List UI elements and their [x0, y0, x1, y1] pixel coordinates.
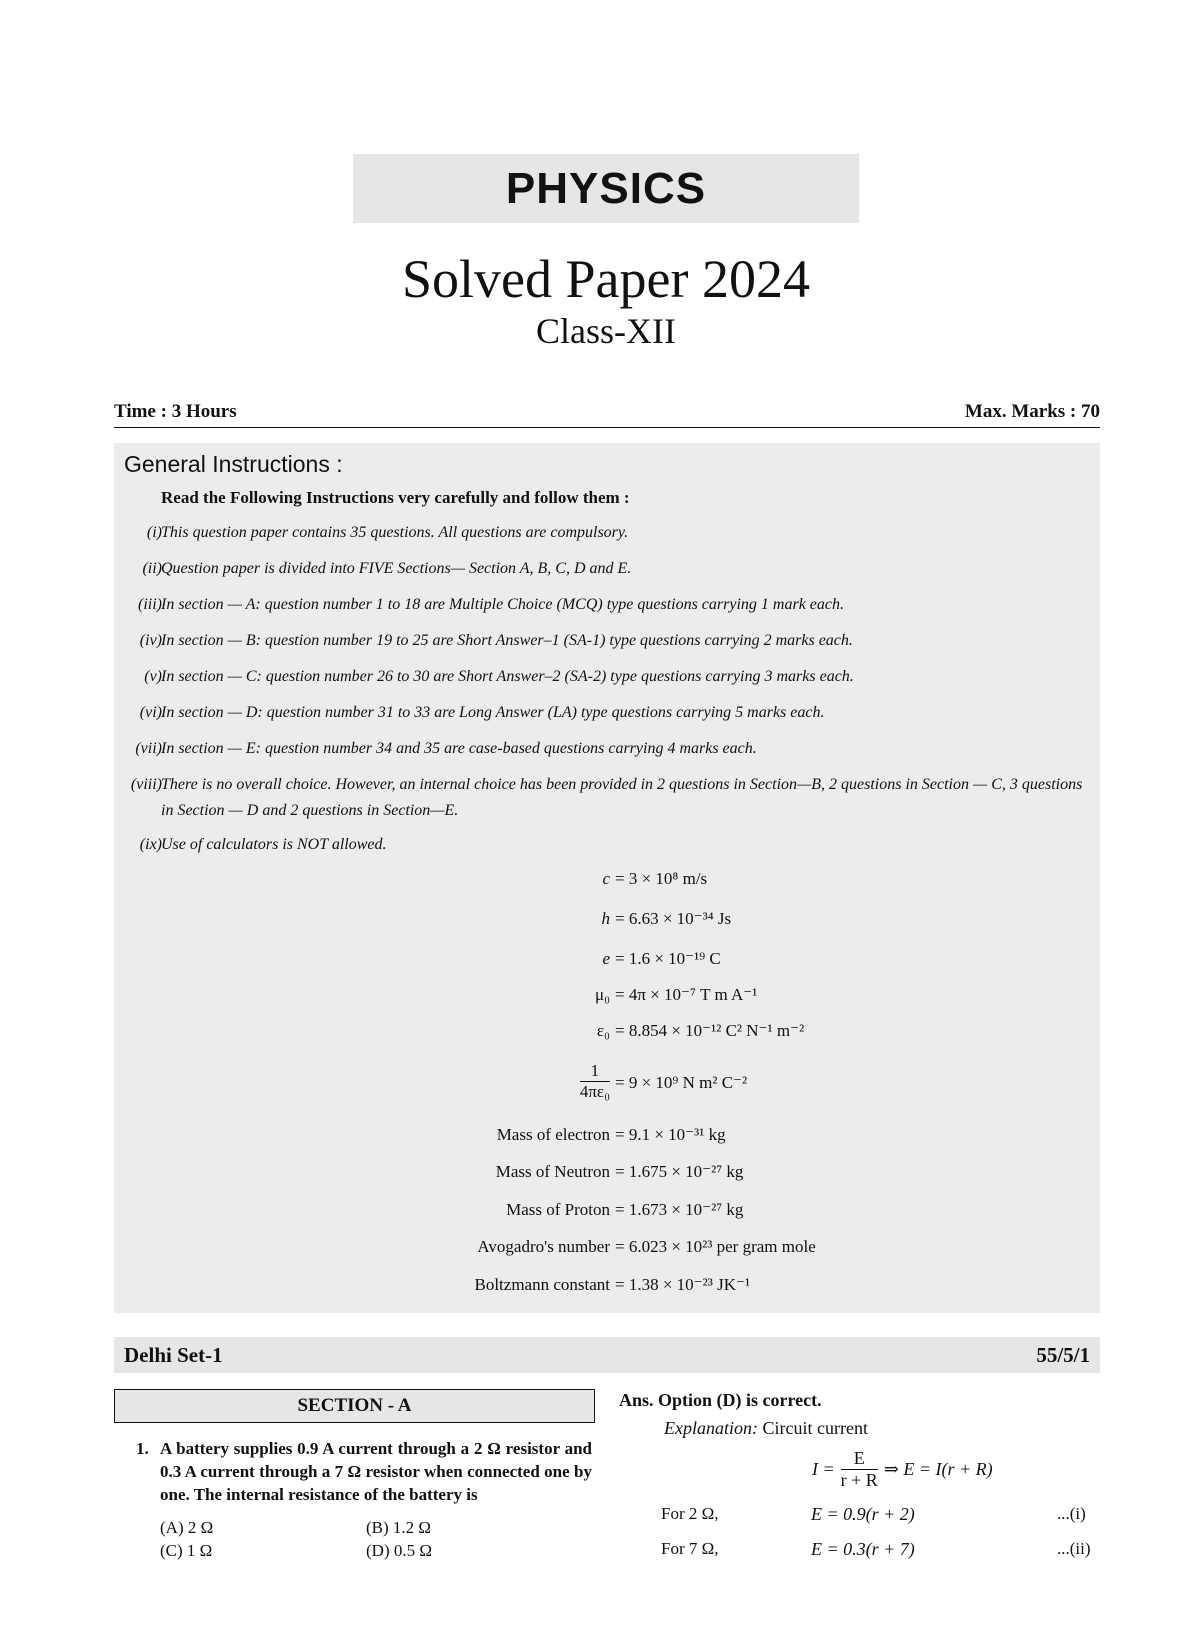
paper-title: Solved Paper 2024: [402, 249, 810, 309]
constant-row: [114, 985, 1100, 1015]
question-number: 1.: [136, 1439, 149, 1458]
time-label: Time : 3 Hours: [114, 401, 237, 422]
constant-value: = 6.023 × 10²³ per gram mole: [615, 1237, 816, 1256]
constant-row: [114, 949, 1100, 979]
instruction-text: Use of calculators is NOT allowed.: [161, 836, 387, 853]
row-equation: E = 0.3(r + 7): [811, 1539, 915, 1559]
constant-row: [114, 909, 1100, 939]
row-tag: ...(i): [1057, 1504, 1086, 1523]
constant-row: [114, 1125, 1100, 1155]
constant-value: = 1.6 × 10⁻¹⁹ C: [615, 949, 721, 968]
instruction-num: (ii): [142, 560, 162, 577]
option-b: (B) 1.2 Ω: [366, 1518, 432, 1537]
instruction-text: In section — A: question number 1 to 18 are Multiple Choice (MCQ) type questions carrying 1 mark each.: [161, 596, 844, 613]
explanation-text: Circuit current: [757, 1418, 868, 1438]
current-equation: [812, 1448, 993, 1491]
option-d: (D) 0.5 Ω: [366, 1541, 432, 1560]
instructions-heading: General Instructions :: [124, 451, 343, 477]
constant-symbol: μ₀: [594, 985, 610, 1004]
constant-label: Boltzmann constant: [474, 1275, 610, 1294]
row-equation: E = 0.9(r + 2): [811, 1504, 915, 1524]
constant-value: = 6.63 × 10⁻³⁴ Js: [615, 909, 732, 928]
subject-banner: PHYSICS: [353, 154, 859, 223]
option-c: (C) 1 Ω: [160, 1541, 213, 1560]
row-tag: ...(ii): [1057, 1539, 1091, 1558]
instruction-text: Question paper is divided into FIVE Sections— Section A, B, C, D and E.: [161, 560, 632, 577]
equation-lhs: I =: [812, 1459, 835, 1479]
constant-value: = 4π × 10⁻⁷ T m A⁻¹: [615, 985, 758, 1004]
constant-value: = 3 × 10⁸ m/s: [615, 869, 708, 888]
constant-row: [114, 1162, 1100, 1192]
row-label: For 7 Ω,: [661, 1539, 719, 1558]
constant-symbol: e: [602, 949, 610, 968]
question-text: A battery supplies 0.9 A current through a 2 Ω resistor and 0.3 A current through a 7 Ω resistor when connected one by one. The internal resistance of the battery is: [160, 1439, 592, 1504]
instruction-text: In section — E: question number 34 and 35 are case-based questions carrying 4 marks each.: [161, 740, 757, 757]
explanation: [664, 1418, 868, 1439]
constant-value: = 1.673 × 10⁻²⁷ kg: [615, 1200, 744, 1219]
equation-rhs: ⇒ E = I(r + R): [883, 1459, 993, 1479]
class-label: Class-XII: [536, 311, 676, 351]
constant-label: Mass of electron: [496, 1125, 610, 1144]
constant-row: [114, 1021, 1100, 1051]
instruction-text: In section — D: question number 31 to 33 are Long Answer (LA) type questions carrying 5 marks each.: [161, 704, 825, 721]
constant-row: [114, 1275, 1100, 1305]
option-a: (A) 2 Ω: [160, 1518, 214, 1537]
constant-row: [114, 869, 1100, 899]
equation-numerator: E: [841, 1448, 878, 1470]
equation-denominator: r + R: [840, 1470, 878, 1490]
instruction-num: (vii): [135, 740, 162, 757]
instruction-text: In section — C: question number 26 to 30 are Short Answer–2 (SA-2) type questions carrying 3 marks each.: [161, 668, 854, 685]
general-instructions-box: [114, 443, 1100, 1313]
fraction-numerator: 1: [580, 1061, 610, 1082]
fraction-denominator: 4πε₀: [579, 1082, 610, 1101]
constant-value: = 1.38 × 10⁻²³ JK⁻¹: [615, 1275, 751, 1294]
constant-label: Mass of Neutron: [495, 1162, 610, 1181]
instruction-num: (iv): [139, 632, 162, 649]
set-name: Delhi Set-1: [124, 1342, 223, 1367]
instruction-text: This question paper contains 35 questions. All questions are compulsory.: [161, 524, 629, 541]
row-label: For 2 Ω,: [661, 1504, 719, 1523]
instruction-text: There is no overall choice. However, an internal choice has been provided in 2 questions in Section—B, 2 questions in Section — C, 3 questions in Section — D and 2 questions in Section—E.: [161, 776, 1083, 819]
constant-value: = 8.854 × 10⁻¹² C² N⁻¹ m⁻²: [615, 1021, 805, 1040]
section-heading: SECTION - A: [114, 1389, 595, 1423]
constant-row: [114, 1237, 1100, 1267]
constant-label: Avogadro's number: [477, 1237, 610, 1256]
constant-row: [114, 1200, 1100, 1230]
exam-meta: [114, 393, 1100, 428]
constant-value: = 1.675 × 10⁻²⁷ kg: [615, 1162, 744, 1181]
answer-line: Ans. Option (D) is correct.: [619, 1390, 822, 1410]
constant-row: [114, 1061, 1100, 1109]
instruction-text: In section — B: question number 19 to 25 are Short Answer–1 (SA-1) type questions carrying 2 marks each.: [161, 632, 853, 649]
explanation-label: Explanation:: [664, 1418, 758, 1438]
instructions-lead: Read the Following Instructions very carefully and follow them :: [161, 488, 630, 507]
instruction-num: (i): [146, 524, 162, 541]
constant-value: = 9 × 10⁹ N m² C⁻²: [615, 1073, 748, 1092]
constant-symbol: c: [602, 869, 610, 888]
constant-symbol: h: [601, 909, 610, 928]
set-header: [114, 1337, 1100, 1373]
instruction-num: (vi): [139, 704, 162, 721]
instruction-num: (ix): [139, 836, 162, 853]
max-marks-label: Max. Marks : 70: [964, 401, 1100, 422]
instruction-num: (iii): [138, 596, 162, 613]
constant-fraction: [580, 1061, 610, 1102]
constant-label: Mass of Proton: [506, 1200, 610, 1219]
instruction-num: (v): [144, 668, 162, 685]
instruction-num: (viii): [130, 776, 162, 793]
set-code: 55/5/1: [1036, 1342, 1090, 1367]
constant-symbol: ε₀: [596, 1021, 610, 1040]
constant-value: = 9.1 × 10⁻³¹ kg: [615, 1125, 726, 1144]
